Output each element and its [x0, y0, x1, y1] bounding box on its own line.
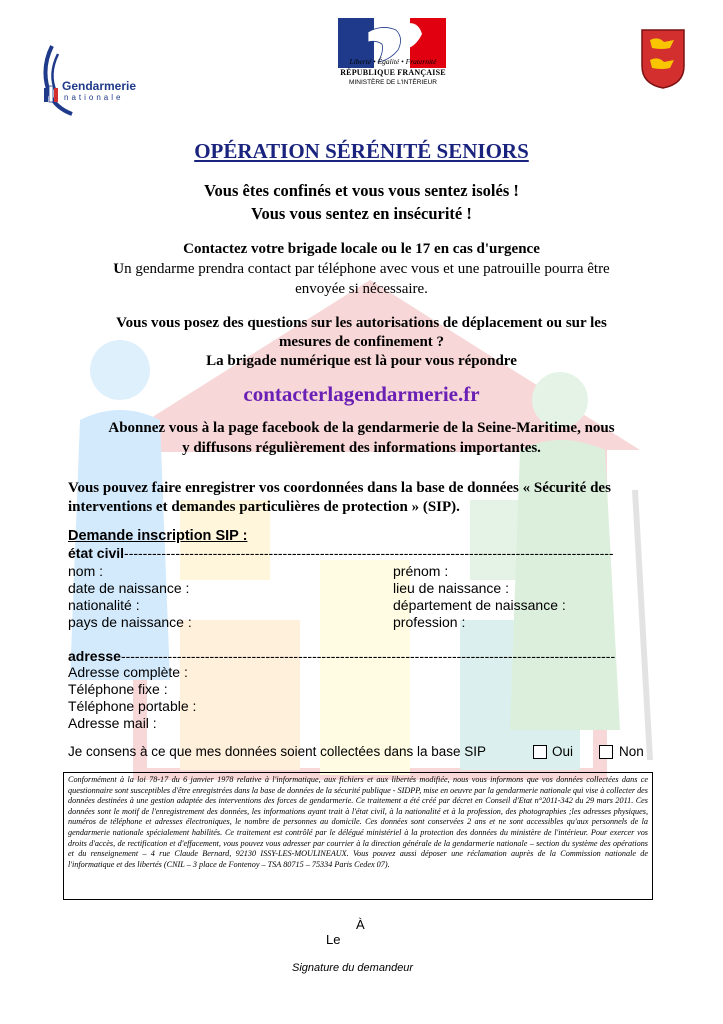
facebook-line-1: Abonnez vous à la page facebook de la gendarmerie de la Seine-Maritime, nous — [108, 420, 615, 436]
field-adresse-mail[interactable]: Adresse mail : — [68, 715, 157, 731]
questions-line-2: mesures de confinement ? — [278, 334, 445, 350]
consent-yes-checkbox[interactable] — [533, 745, 547, 759]
consent-text: Je consens à ce que mes données soient collectées dans la base SIP — [68, 744, 487, 759]
field-nationalite[interactable]: nationalité : — [68, 597, 140, 613]
field-lieu-naissance[interactable]: lieu de naissance : — [393, 580, 509, 596]
address-dashes: ---------------------------------------------------------------------------------------------------------- — [120, 648, 616, 664]
republic-name: RÉPUBLIQUE FRANÇAISE — [340, 68, 446, 77]
signature-label: Signature du demandeur — [292, 962, 414, 974]
address-label: adresse — [68, 648, 121, 664]
questions-line-3: La brigade numérique est là pour vous répondre — [206, 353, 517, 369]
intro-line-2: Vous vous sentez en insécurité ! — [251, 204, 472, 223]
form-heading: Demande inscription SIP : — [68, 528, 248, 544]
republic-block — [318, 57, 468, 87]
page-title: OPÉRATION SÉRÉNITÉ SENIORS — [194, 139, 529, 163]
contact-line-2-rest: n gendarme prendra contact par téléphone avec vous et une patrouille pourra être — [124, 261, 610, 277]
contact-line-3: envoyée si nécessaire. — [295, 281, 428, 297]
civil-label: état civil — [68, 545, 125, 561]
field-nom[interactable]: nom : — [68, 563, 104, 579]
contact-bold-line: Contactez votre brigade locale ou le 17 en cas d'urgence — [183, 241, 540, 257]
questions-line-1: Vous vous posez des questions sur les autorisations de déplacement ou sur les — [116, 315, 607, 331]
register-line-1: Vous pouvez faire enregistrer vos coordonnées dans la base de données « Sécurité des — [68, 480, 611, 496]
republic-motto: Liberté • Égalité • Fraternité — [349, 57, 437, 66]
register-line-2: interventions et demandes particulières de protection » (SIP). — [68, 499, 460, 515]
gendarmerie-logo-text — [62, 80, 136, 104]
field-telephone-fixe[interactable]: Téléphone fixe : — [68, 681, 168, 697]
civil-section-header — [68, 545, 648, 561]
address-section-header — [68, 648, 648, 664]
legal-notice: Conformément à la loi 78-17 du 6 janvier 1978 relative à l'informatique, aux fichiers et aux libertés modifiée, nous vous informons que vos données collectées dans ce questionnaire sont susceptibles d'être enregistrées dans la base de données de la sécurité publique - SIDPP, mise en oeuvre par la gendarmerie nationale qui vise à collecter des données destinées à une gestion adaptée des interventions des forces de gendarmerie. Ce traitement a été créé par décret en Conseil d'Etat n°2011-342 du 29 mars 2011. Ces données sont le motif de l'enregistrement des données, les informations ayant trait à l'état civil, à la nationalité et à la profession, des photographies ;les adresses physiques, numéros de téléphone et adresses électroniques, le nombre de personnes au domicile. Ces données sont conservées 2 ans et ne sont accessibles qu'aux personnels de la gendarmerie nationale spécialement habilités. Ce traitement est contrôlé par le délégué ministériel à la protection des données du ministère de l'intérieur. Pour exercer vos droits d'accès, de rectification et d'effacement, vous pouvez vous adresser par courrier à la direction générale de la gendarmerie nationale – section du système des opérations et du renseignement – 4 rue Claude Bernard, 92130 ISSY-LES-MOULINEAUX. Vous pouvez aussi déposer une réclamation auprès de la Commission nationale de l'informatique et des libertés (CNIL – 3 place de Fontenoy – TSA 80715 – 75334 Paris Cedex 07). — [63, 772, 653, 900]
field-date-naissance[interactable]: date de naissance : — [68, 580, 190, 596]
gendarmerie-logo-line2: nationale — [64, 93, 124, 102]
gendarmerie-logo-line1: Gendarmerie — [62, 79, 137, 93]
civil-dashes: --------------------------------------------------------------------------------------------------------- — [124, 545, 614, 561]
field-profession[interactable]: profession : — [393, 614, 466, 630]
field-prenom[interactable]: prénom : — [393, 563, 449, 579]
ministry-name: MINISTÈRE DE L'INTÉRIEUR — [349, 79, 437, 86]
consent-yes-label: Oui — [552, 744, 574, 759]
website-link[interactable]: contacterlagendarmerie.fr — [243, 382, 480, 406]
field-departement-naissance[interactable]: département de naissance : — [393, 597, 566, 613]
field-adresse-complete[interactable]: Adresse complète : — [68, 664, 188, 680]
a-label: À — [356, 917, 365, 932]
consent-no-label: Non — [619, 744, 644, 759]
normandy-shield-icon — [640, 28, 686, 90]
le-label: Le — [326, 932, 341, 947]
intro-line-1: Vous êtes confinés et vous vous sentez isolés ! — [204, 181, 519, 200]
consent-no-checkbox[interactable] — [599, 745, 613, 759]
contact-line-2 — [0, 261, 723, 278]
facebook-line-2: y diffusons régulièrement des informations importantes. — [182, 440, 541, 456]
field-pays-naissance[interactable]: pays de naissance : — [68, 614, 192, 630]
contact-first-letter: U — [113, 261, 125, 277]
field-telephone-portable[interactable]: Téléphone portable : — [68, 698, 197, 714]
